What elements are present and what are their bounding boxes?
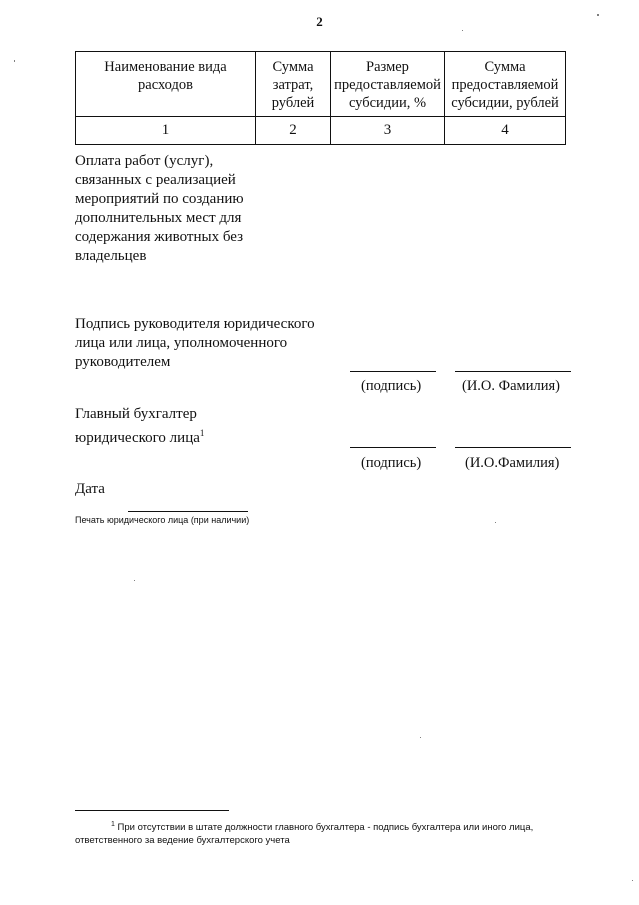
expense-item-line: содержания животных без xyxy=(75,229,244,245)
scan-speck xyxy=(495,522,496,523)
date-label: Дата xyxy=(75,481,105,497)
footnote-mark: 1 xyxy=(199,428,205,438)
expense-item-line: мероприятий по созданию xyxy=(75,191,244,207)
expense-item-line: связанных с реализацией xyxy=(75,172,236,188)
column-number-row xyxy=(76,117,566,145)
scan-speck xyxy=(462,30,463,31)
head-signature-caption: (подпись) xyxy=(361,378,422,394)
expense-item-line: Оплата работ (услуг), xyxy=(75,153,214,169)
date-line xyxy=(128,511,248,512)
scan-speck xyxy=(134,580,135,581)
scan-speck xyxy=(597,14,599,16)
header-subsidy-percent xyxy=(331,52,445,117)
header-line: Сумма xyxy=(484,59,526,75)
column-number: 1 xyxy=(76,117,256,145)
head-name-line xyxy=(455,371,571,372)
column-number: 4 xyxy=(445,117,566,145)
scan-speck xyxy=(632,880,633,881)
label-line: Подпись руководителя юридического xyxy=(75,316,315,332)
header-line: Сумма xyxy=(272,59,314,75)
footnote-indent xyxy=(75,822,111,833)
table-header-row xyxy=(76,52,566,117)
column-number: 2 xyxy=(256,117,331,145)
header-expense-type xyxy=(76,52,256,117)
label-line: руководителем xyxy=(75,354,171,370)
accountant-name-caption: (И.О.Фамилия) xyxy=(465,455,560,471)
header-line: затрат, xyxy=(272,77,314,93)
header-line: расходов xyxy=(138,77,193,93)
scan-speck xyxy=(420,737,421,738)
accountant-signature-line xyxy=(350,447,436,448)
page-number: 2 xyxy=(316,14,323,29)
column-number: 3 xyxy=(331,117,445,145)
header-subsidy-sum xyxy=(445,52,566,117)
label-line: лица или лица, уполномоченного xyxy=(75,335,288,351)
expense-item-line: дополнительных мест для xyxy=(75,210,242,226)
scan-speck xyxy=(14,60,15,62)
seal-label: Печать юридического лица (при наличии) xyxy=(75,515,250,525)
chief-accountant-label xyxy=(75,405,204,448)
head-signature-line xyxy=(350,371,436,372)
header-cost-sum xyxy=(256,52,331,117)
header-line: предоставляемой xyxy=(451,77,559,93)
expense-item-line: владельцев xyxy=(75,248,147,264)
header-line: предоставляемой xyxy=(334,77,441,93)
header-line: Размер xyxy=(366,59,409,75)
accountant-signature-caption: (подпись) xyxy=(361,455,422,471)
header-line: субсидии, рублей xyxy=(451,95,559,111)
header-line: субсидии, % xyxy=(348,95,427,111)
accountant-name-line xyxy=(455,447,571,448)
label-line-with-mark xyxy=(75,424,204,448)
expense-item-name xyxy=(75,152,251,266)
head-signature-label xyxy=(75,315,315,372)
label-line: юридического лица xyxy=(75,430,200,446)
header-line: рублей xyxy=(271,95,315,111)
footnote-mark: 1 xyxy=(111,821,115,828)
header-line: Наименование вида xyxy=(104,59,227,75)
expenses-table xyxy=(75,51,566,145)
footnote-text: При отсутствии в штате должности главного бухгалтера - подпись бухгалтера или иного лица, ответственного за ведение бухгалтерского учета xyxy=(75,822,534,846)
footnote-separator xyxy=(75,810,229,811)
label-line: Главный бухгалтер xyxy=(75,406,197,422)
head-name-caption: (И.О. Фамилия) xyxy=(462,378,560,394)
footnote xyxy=(75,818,575,847)
